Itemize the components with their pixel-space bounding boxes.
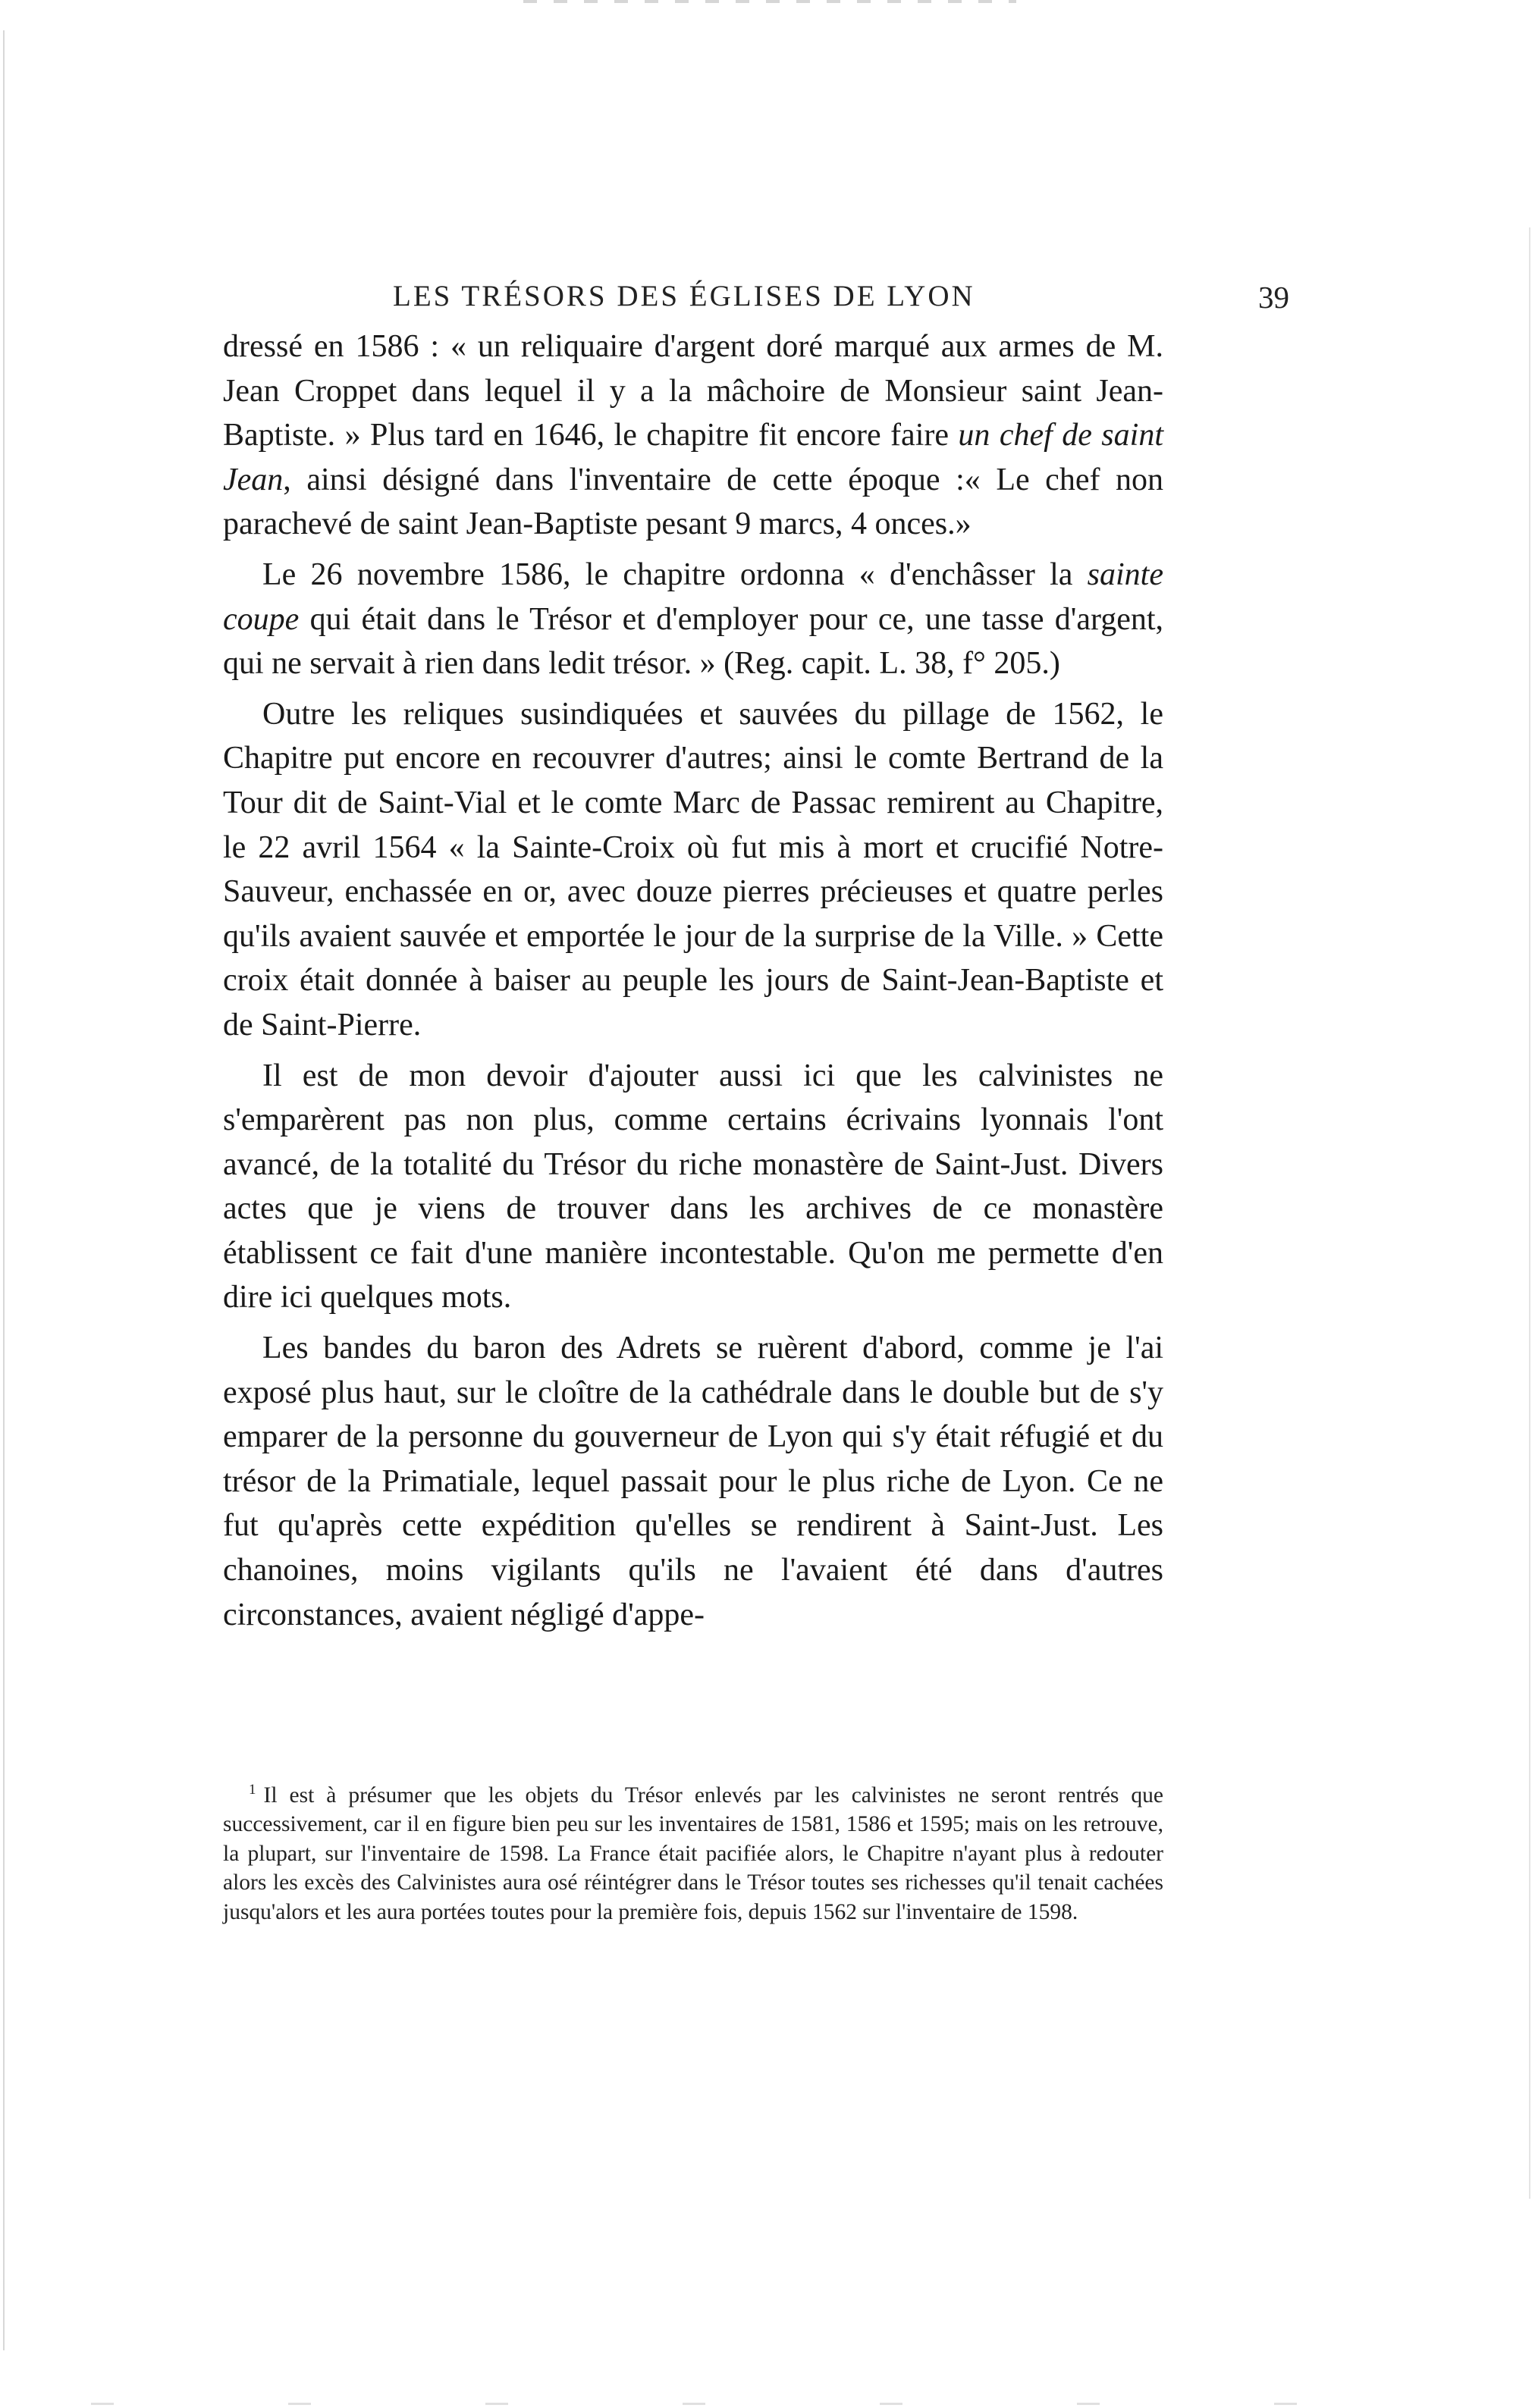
paragraph-text: dressé en 1586 : « un reliquaire d'argent doré marqué aux armes de M. Jean Croppet dans lequel il y a la mâchoire de Monsieur saint Jean-Baptiste. » Plus tard en 1646, le chapitre fit encore faire — [223, 329, 1163, 453]
paragraph-baron-des-adrets: Les bandes du baron des Adrets se ruèrent d'abord, comme je l'ai exposé plus haut, sur le cloître de la cathédrale dans le double but de s'y emparer de la personne du gouverneur de Lyon qui s'y était réfugié et du trésor de la Primatiale, lequel passait pour le plus riche de Lyon. Ce ne fut qu'après cette expédition qu'elles se rendirent à Saint-Just. Les chanoines, moins vigilants qu'ils ne l'avaient été dans d'autres circonstances, avaient négligé d'appe- — [223, 1331, 1163, 1632]
body-text — [223, 325, 1163, 1637]
italic-title: sainte coupe — [223, 557, 1163, 637]
paragraph-saint-just: Il est de mon devoir d'ajouter aussi ici que les calvinistes ne s'emparèrent pas non plus, comme certains écrivains lyonnais l'ont avancé, de la totalité du Trésor du riche monastère de Saint-Just. Divers actes que je viens de trouver dans les archives de ce monastère établissent ce fait d'une manière incontestable. Qu'on me permette d'en dire ici quelques mots. — [223, 1058, 1163, 1315]
paragraph-sainte-croix: Outre les reliques susindiquées et sauvées du pillage de 1562, le Chapitre put encore en recouvrer d'autres; ainsi le comte Bertrand de la Tour dit de Saint-Vial et le comte Marc de Passac remirent au Chapitre, le 22 avril 1564 « la Sainte-Croix où fut mis à mort et crucifié Notre-Sauveur, enchassée en or, avec douze pierres précieuses et quatre perles qu'ils avaient sauvée et emportée le jour de la surprise de la Ville. » Cette croix était donnée à baiser au peuple les jours de Saint-Jean-Baptiste et de Saint-Pierre. — [223, 696, 1163, 1043]
footnote-text: Il est à présumer que les objets du Trésor enlevés par les calvinistes ne seront rentrés que successivement, car il en figure bien peu sur les inventaires de 1581, 1586 et 1595; mais on les retrouve, la plupart, sur l'inventaire de 1598. La France était pacifiée alors, le Chapitre n'ayant plus à redouter alors les excès des Calvinistes aura osé réintégrer dans le Trésor toutes ses richesses qu'il tenait cachées jusqu'alors et les aura portées toutes pour la première fois, depuis 1562 sur l'inventaire de 1598. — [223, 1782, 1163, 1924]
footnote-marker: 1 — [249, 1782, 256, 1798]
paragraph-text: , ainsi désigné dans l'inventaire de cette époque :« Le chef non parachevé de saint Jean-Baptiste pesant 9 marcs, 4 onces.» — [223, 462, 1163, 542]
paragraph-text: qui était dans le Trésor et d'employer pour ce, une tasse d'argent, qui ne servait à rien dans ledit trésor. » (Reg. capit. L. 38, f° 205.) — [223, 601, 1163, 682]
page-edge-left — [3, 30, 5, 2350]
scan-smudge-top — [523, 0, 1016, 3]
paragraph-text: Le 26 novembre 1586, le chapitre ordonna « d'enchâsser la — [262, 557, 1088, 592]
scan-smudge-bottom — [91, 2403, 1380, 2405]
page-edge-right — [1529, 227, 1530, 2199]
paragraph-continuation — [223, 325, 1163, 547]
footnote — [223, 1776, 1163, 1927]
italic-title: un chef de saint Jean — [223, 418, 1163, 497]
page-number: 39 — [1258, 280, 1289, 315]
paragraph-sainte-coupe — [223, 553, 1163, 686]
running-head: LES TRÉSORS DES ÉGLISES DE LYON — [393, 280, 975, 312]
